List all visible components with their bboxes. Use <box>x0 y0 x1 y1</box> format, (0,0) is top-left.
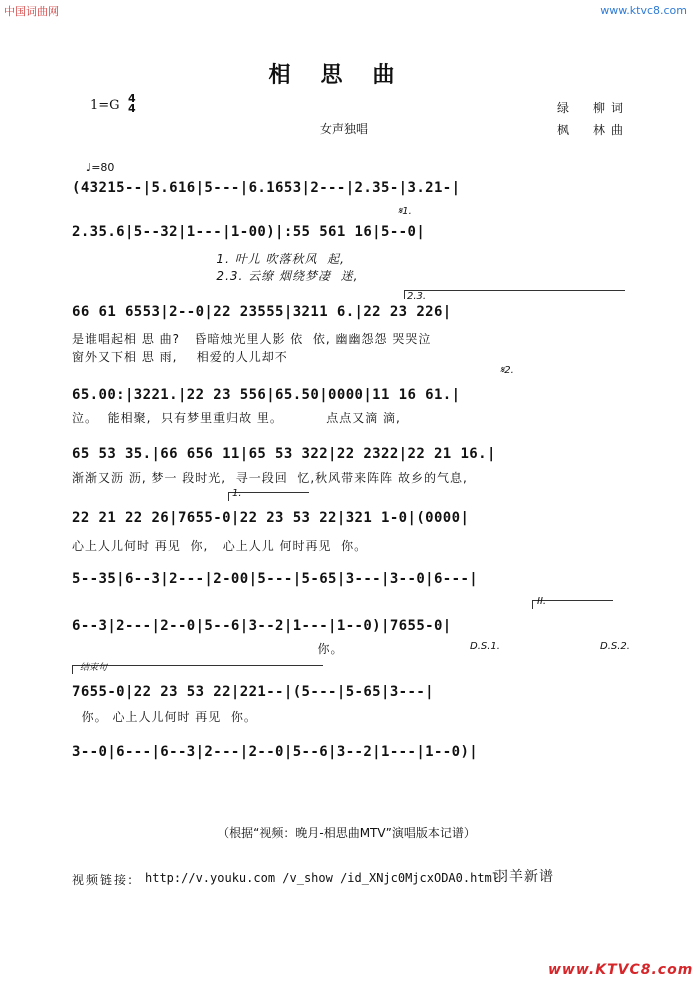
lyrics-row-2-verse-1: 1. 叶儿 吹落秋风 起, <box>72 252 345 266</box>
watermark-top-left: 中国词曲网 <box>4 5 59 18</box>
score-row-7: 5--35|6--3|2---|2-00|5---|5-65|3---|3--0|6---| <box>72 571 479 587</box>
score-row-3: 66 61 6553|2--0|22 23555|3211 6.|22 23 226| <box>72 304 452 320</box>
ending-2-mark: II. <box>537 596 547 607</box>
lyricist-credit: 绿 柳词 <box>557 101 630 115</box>
score-row-10: 3--0|6---|6--3|2---|2--0|5--6|3--2|1---|1--0)| <box>72 744 479 760</box>
ds-1-mark: D.S.1. <box>470 641 500 652</box>
coda-mark: 结束句 <box>80 663 108 673</box>
lyrics-row-5: 渐渐又沥 沥, 梦一 段时光, 寻一段回 忆,秋风带来阵阵 故乡的气息, <box>72 471 468 485</box>
ending-1-mark: 1. <box>232 488 242 499</box>
coda-bracket <box>72 665 323 674</box>
lyrics-row-6: 心上人儿何时 再见 你, 心上人儿 何时再见 你。 <box>72 539 368 553</box>
lyrics-row-9: 你。 心上人儿何时 再见 你。 <box>72 710 257 724</box>
lyrics-row-4: 泣。 能相聚, 只有梦里重归故 里。 点点又滴 滴, <box>72 411 401 425</box>
score-row-8: 6--3|2---|2--0|5--6|3--2|1---|1--0)|7655-0| <box>72 618 452 634</box>
time-signature-top: 4 <box>128 92 136 105</box>
segno-1-mark: 𝄋1. <box>398 206 412 217</box>
score-row-5: 65 53 35.|66 656 11|65 53 322|22 2322|22 21 16.| <box>72 446 496 462</box>
key-signature: 1=G <box>90 98 120 113</box>
lyrics-row-3-verse-1: 是谁唱起相 思 曲? 昏暗烛光里人影 依 依, 幽幽怨怨 哭哭泣 <box>72 332 432 346</box>
lyrics-row-8: 你。 <box>72 642 344 656</box>
score-row-4: 65.00:|3221.|22 23 556|65.50|0000|11 16 61.| <box>72 387 461 403</box>
score-row-1: (43215--|5.616|5---|6.1653|2---|2.35-|3.21-| <box>72 180 461 196</box>
time-signature <box>128 94 136 114</box>
score-row-6: 22 21 22 26|7655-0|22 23 53 22|321 1-0|(0000| <box>72 510 470 526</box>
song-title: 相思曲 <box>268 63 425 88</box>
ds-2-mark: D.S.2. <box>600 641 630 652</box>
performance-style: 女声独唱 <box>320 122 369 136</box>
ending-bracket-23 <box>404 290 625 299</box>
video-link-url[interactable]: http://v.youku.com /v_show /id_XNjc0MjcxODA0.html <box>145 871 500 885</box>
time-signature-bottom: 4 <box>128 102 136 115</box>
ending-23-mark: 2.3. <box>407 291 427 302</box>
video-link-label: 视频链接: <box>72 873 135 887</box>
transcription-note: （根据“视频：晚月-相思曲MTV”演唱版本记谱） <box>217 826 476 840</box>
score-row-2: 2.35.6|5--32|1---|1-00)|:55 561 16|5--0| <box>72 224 426 240</box>
transcriber-signature: 羽羊新谱 <box>494 869 554 885</box>
lyrics-row-3-verse-2: 窗外又下相 思 雨, 相爱的人儿却不 <box>72 350 288 364</box>
composer-credit: 枫 林曲 <box>557 123 630 137</box>
watermark-top-right: www.ktvc8.com <box>600 4 687 17</box>
tempo-mark: ♩=80 <box>86 161 115 174</box>
watermark-bottom-right: www.KTVC8.com <box>548 962 693 978</box>
lyrics-row-2-verse-2: 2.3. 云缭 烟绕梦凄 迷, <box>72 269 359 283</box>
score-row-9: 7655-0|22 23 53 22|221--|(5---|5-65|3---| <box>72 684 434 700</box>
segno-2-mark: 𝄋2. <box>500 365 514 376</box>
